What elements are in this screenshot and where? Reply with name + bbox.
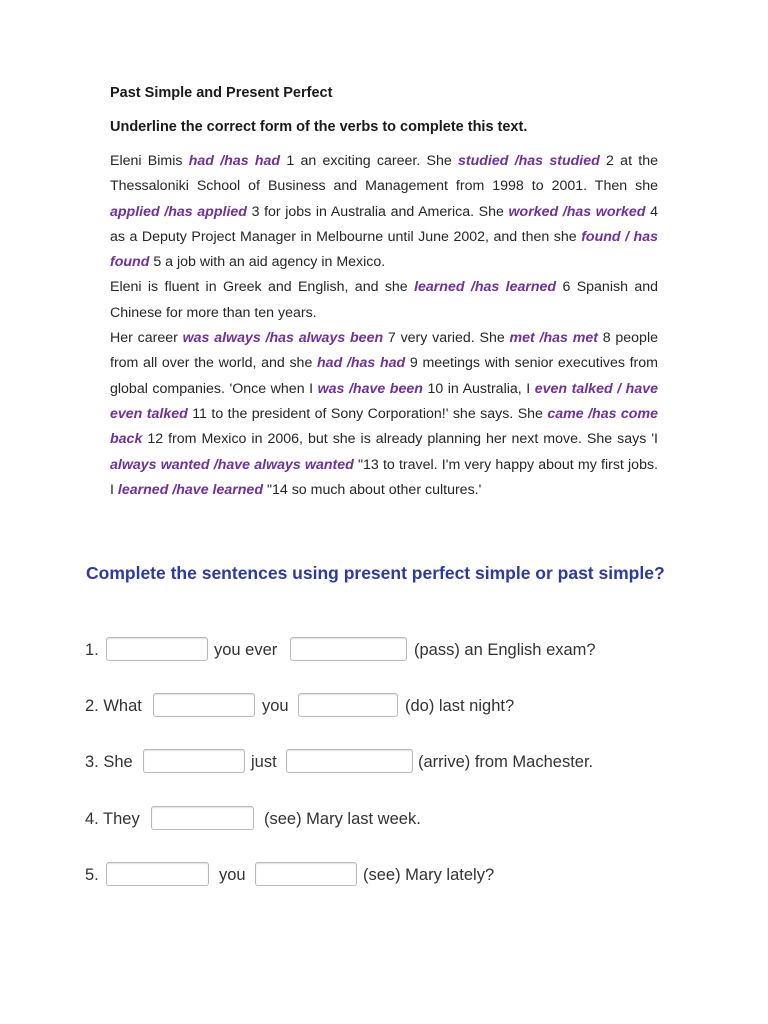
text-segment: Her career (110, 330, 183, 347)
question-label: 4. They (85, 810, 140, 828)
text-segment: 12 from Mexico in 2006, but she is already planning her next move. She says 'I (142, 431, 658, 448)
answer-input-2a[interactable] (153, 693, 255, 717)
verb-option-4[interactable]: worked /has worked (508, 203, 646, 220)
text-segment: 3 for jobs in Australia and America. She (246, 203, 509, 220)
question-text: you (262, 697, 289, 715)
text-segment: 6 Spanish and Chinese for more than ten years. (110, 279, 658, 321)
paragraph-2 (110, 275, 658, 326)
verb-option-2[interactable]: studied /has studied (457, 153, 600, 169)
text-segment: Eleni is fluent in Greek and English, and she (110, 279, 415, 296)
verb-option-9[interactable]: had /has had (317, 355, 406, 372)
answer-input-5a[interactable] (106, 862, 209, 886)
question-text: (do) last night? (405, 697, 515, 715)
verb-option-5[interactable]: found / has found (110, 228, 658, 271)
verb-option-6[interactable]: learned /has learned (414, 279, 557, 296)
answer-input-3a[interactable] (143, 749, 245, 773)
text-segment: "13 to travel. I'm very happy about my first jobs. I (110, 456, 658, 498)
question-text: (see) Mary lately? (363, 866, 495, 884)
question-text: you ever (214, 641, 278, 659)
verb-option-12[interactable]: came /has come back (110, 405, 658, 448)
page-title: Past Simple and Present Perfect (110, 85, 333, 101)
reading-text (110, 149, 658, 503)
instruction: Underline the correct form of the verbs to complete this text. (110, 119, 528, 135)
verb-option-14[interactable]: learned /have learned (117, 481, 263, 498)
question-label: 2. What (85, 697, 142, 715)
answer-input-1b[interactable] (290, 637, 407, 661)
verb-option-1[interactable]: had /has had (188, 153, 281, 169)
question-label: 3. She (85, 753, 133, 771)
question-text: (pass) an English exam? (414, 641, 596, 659)
question-label: 5. (85, 866, 99, 884)
question-text: you (219, 866, 246, 884)
text-segment: 8 people from all over the world, and she (110, 330, 658, 372)
text-segment: 10 in Australia, I (422, 380, 535, 397)
text-segment: 4 as a Deputy Project Manager in Melbourne until June 2002, and then she (110, 203, 658, 245)
exercise-heading: Complete the sentences using present perfect simple or past simple? (86, 563, 665, 583)
answer-input-1a[interactable] (106, 637, 208, 661)
answer-input-3b[interactable] (286, 749, 413, 773)
question-text: just (251, 753, 277, 771)
verb-option-7[interactable]: was always /has always been (182, 330, 384, 347)
verb-option-8[interactable]: met /has met (509, 330, 598, 347)
text-segment: "14 so much about other cultures.' (263, 481, 482, 498)
text-segment: 1 an exciting career. She (280, 153, 458, 169)
question-text: (arrive) from Machester. (418, 753, 594, 771)
text-segment: 5 a job with an aid agency in Mexico. (149, 254, 386, 271)
question-label: 1. (85, 641, 99, 659)
text-segment: 9 meetings with senior executives from global companies. 'Once when I (110, 355, 658, 397)
question-text: (see) Mary last week. (264, 810, 421, 828)
answer-input-4a[interactable] (151, 806, 254, 830)
paragraph-3 (110, 326, 658, 503)
text-segment: 11 to the president of Sony Corporation!' she says. She (187, 405, 548, 422)
verb-option-3[interactable]: applied /has applied (110, 203, 247, 220)
verb-option-10[interactable]: was /have been (317, 380, 423, 397)
answer-input-2b[interactable] (298, 693, 398, 717)
answer-input-5b[interactable] (255, 862, 357, 886)
text-segment: 2 at the Thessaloniki School of Business and Management from 1998 to 2001. Then she (110, 153, 658, 195)
verb-option-11[interactable]: even talked / have even talked (110, 380, 658, 422)
paragraph-1 (110, 149, 658, 275)
text-segment: Eleni Bimis (110, 153, 189, 169)
text-segment: 7 very varied. She (383, 330, 510, 347)
verb-option-13[interactable]: always wanted /have always wanted (110, 456, 354, 473)
